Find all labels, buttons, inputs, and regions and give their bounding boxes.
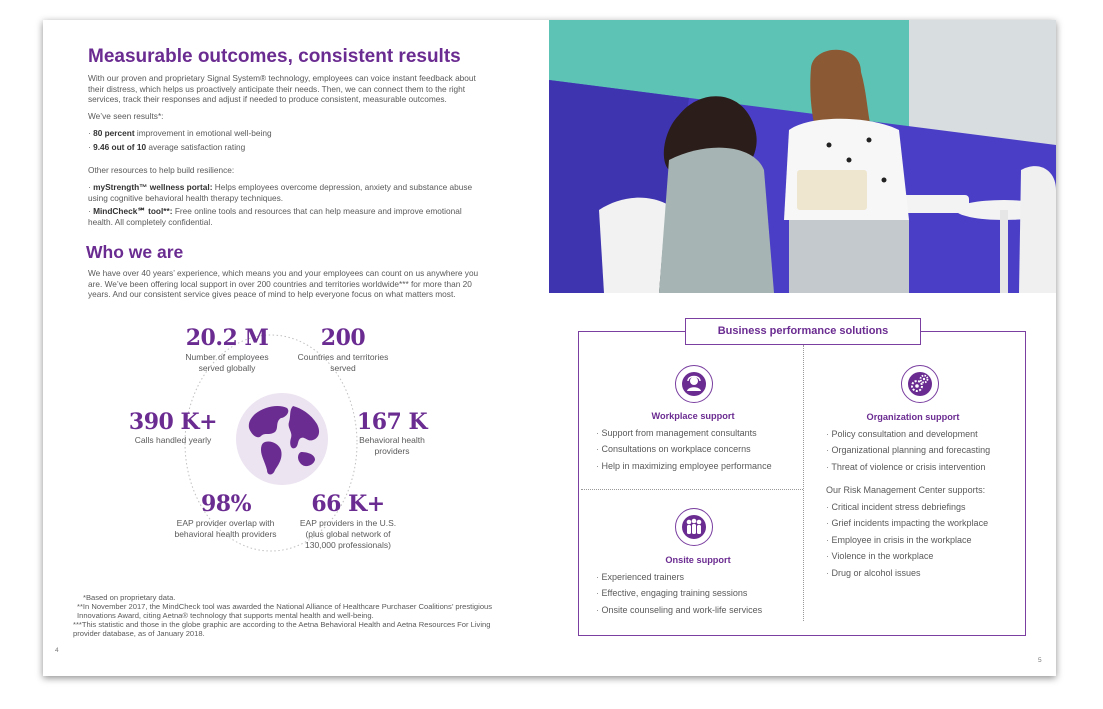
gears-icon [901, 365, 939, 403]
organization-support-heading: Organization support [866, 412, 960, 422]
page-number: 5 [1038, 657, 1042, 664]
stat-value: 200 [320, 325, 366, 351]
list-item: · Onsite counseling and work-life services [596, 602, 806, 618]
rmc-list [826, 499, 1026, 581]
stat-value: 20.2 M [185, 325, 269, 351]
stat-label: Calls handled yearly [134, 435, 212, 445]
list-item: · Threat of violence or crisis intervention [826, 459, 1026, 475]
group-icon [675, 508, 713, 546]
results-intro: We’ve seen results*: [88, 111, 164, 121]
rmc-intro: Our Risk Management Center supports: [826, 485, 986, 495]
list-item: · Violence in the workplace [826, 548, 1026, 564]
list-item: · Organizational planning and forecasting [826, 442, 1026, 458]
onsite-support-heading: Onsite support [665, 555, 731, 565]
panel-title: Business performance solutions [685, 318, 921, 345]
stat-value: 98% [200, 491, 252, 517]
globe-icon [235, 392, 329, 486]
list-item: · Experienced trainers [596, 569, 806, 585]
stat-label: Behavioral health providers [359, 435, 425, 457]
stat-label: Number of employees served globally [185, 352, 269, 374]
page-number: 4 [55, 647, 59, 654]
result-item: · 9.46 out of 10 average satisfaction rating [88, 142, 246, 152]
onsite-support-list [596, 569, 806, 618]
resource-item: · MindCheck℠ tool**: Free online tools and resources that can help measure and improve emotional health. All completely confidential. [88, 206, 462, 227]
workplace-support-list [596, 425, 806, 474]
list-item: · Employee in crisis in the workplace [826, 532, 1026, 548]
resources-intro: Other resources to help build resilience: [88, 165, 235, 175]
organization-support-list [826, 426, 1026, 475]
who-we-are-paragraph: We have over 40 years’ experience, which means you and your employees can count on us anywhere you are. We’ve been offering local support in over 200 countries and territories worldwide*** for more than 20 years. And our consistent service gives peace of mind to help everyone focus on what matters most. [88, 268, 479, 300]
result-item: · 80 percent improvement in emotional well-being [88, 128, 272, 138]
footnote: **In November 2017, the MindCheck tool was awarded the National Alliance of Healthcare Purchaser Coalitions’ prestigious Innovations Award, citing Aetna® technology that supports mental health and well-being. [77, 602, 493, 621]
stat-label: EAP providers in the U.S. (plus global network of 130,000 professionals) [299, 518, 397, 551]
intro-paragraph: With our proven and proprietary Signal System® technology, employees can voice instant feedback about their distress, which helps us proactively anticipate their needs. Then, we can connect them to the right services, track their responses and adjust if needed to produce consistent, measurable outcomes. [88, 73, 476, 105]
list-item: · Effective, engaging training sessions [596, 585, 806, 601]
list-item: · Critical incident stress debriefings [826, 499, 1026, 515]
stat-label: Countries and territories served [297, 352, 389, 374]
divider [581, 489, 803, 490]
list-item: · Policy consultation and development [826, 426, 1026, 442]
list-item: · Support from management consultants [596, 425, 806, 441]
brochure-spread [43, 20, 1056, 676]
who-we-are-heading: Who we are [86, 242, 184, 262]
page-title: Measurable outcomes, consistent results [88, 46, 461, 67]
stat-value: 390 K+ [128, 409, 218, 435]
workplace-support-heading: Workplace support [651, 411, 735, 421]
list-item: · Help in maximizing employee performance [596, 458, 806, 474]
footnote: *Based on proprietary data. [83, 593, 176, 602]
resource-item: · myStrength™ wellness portal: Helps employees overcome depression, anxiety and substance abuse using cognitive behavioral health therapy techniques. [88, 182, 473, 203]
list-item: · Consultations on workplace concerns [596, 441, 806, 457]
list-item: · Drug or alcohol issues [826, 565, 1026, 581]
stat-value: 167 K [356, 409, 428, 435]
headset-icon [675, 365, 713, 403]
stat-value: 66 K+ [311, 491, 385, 517]
list-item: · Grief incidents impacting the workplace [826, 515, 1026, 531]
office-photo [549, 20, 1056, 293]
stat-label: EAP provider overlap with behavioral health providers [174, 518, 277, 540]
footnote: ***This statistic and those in the globe graphic are according to the Aetna Behavioral Health and Aetna Resources For Living provider database, as of January 2018. [73, 620, 491, 639]
